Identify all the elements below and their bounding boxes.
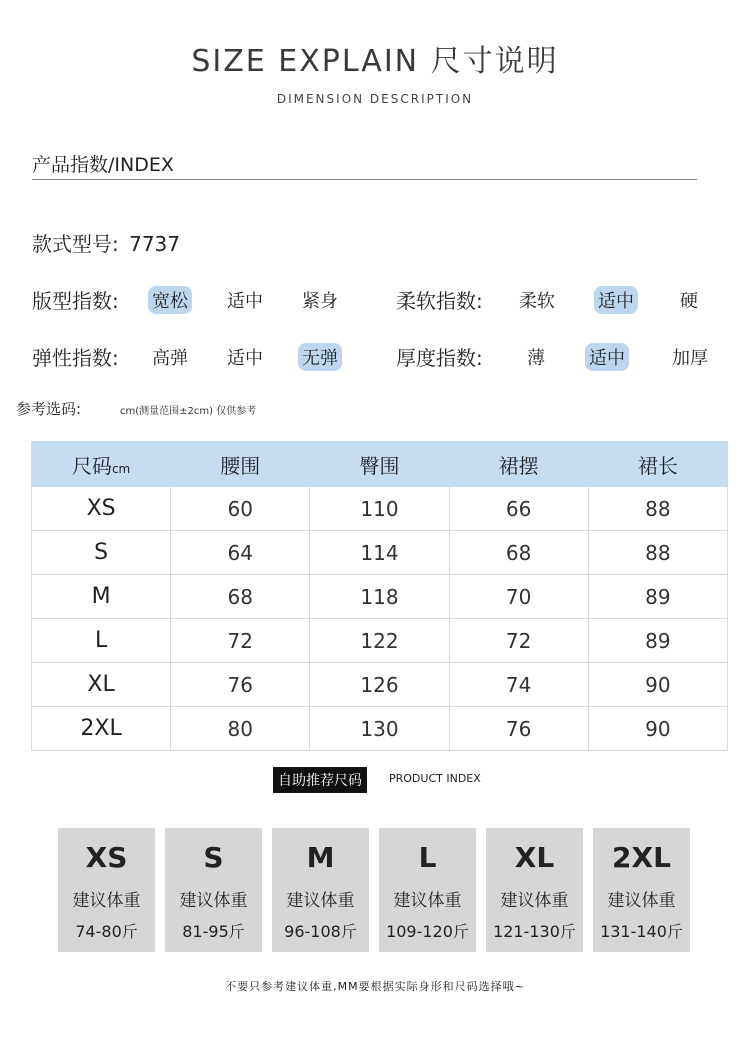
size-card-2xl: [593, 828, 690, 952]
size-card-m: [272, 828, 369, 952]
card-range: 74-80斤: [75, 922, 138, 941]
size-card-xl: [486, 828, 583, 952]
cell-size: XS: [32, 487, 171, 531]
cell-hem: 72: [449, 619, 588, 663]
table-row: [32, 531, 728, 575]
style-number-value: 7737: [129, 232, 181, 256]
thickness-option: 薄: [527, 348, 545, 369]
cell-hem: 76: [449, 707, 588, 751]
cell-waist: 60: [171, 487, 310, 531]
cell-hip: 110: [310, 487, 449, 531]
table-row: [32, 707, 728, 751]
fit-option: 适中: [227, 291, 263, 312]
table-row: [32, 619, 728, 663]
cell-hip: 126: [310, 663, 449, 707]
cell-waist: 68: [171, 575, 310, 619]
header-hem: 裙摆: [449, 442, 588, 487]
softness-option: 硬: [680, 291, 698, 312]
style-number: [32, 228, 180, 257]
cell-hip: 122: [310, 619, 449, 663]
cell-length: 88: [588, 487, 727, 531]
reference-label: 参考选码:: [16, 400, 82, 418]
size-table-header: [32, 442, 728, 487]
cell-hem: 70: [449, 575, 588, 619]
cell-hip: 114: [310, 531, 449, 575]
header-waist: 腰围: [171, 442, 310, 487]
cell-hem: 68: [449, 531, 588, 575]
table-row: [32, 487, 728, 531]
cell-hip: 130: [310, 707, 449, 751]
card-size: XL: [514, 841, 555, 874]
elasticity-index-label: 弹性指数:: [32, 346, 119, 370]
cell-size: M: [32, 575, 171, 619]
card-range: 81-95斤: [182, 922, 245, 941]
card-label: 建议体重: [179, 891, 248, 911]
cell-waist: 72: [171, 619, 310, 663]
cell-waist: 76: [171, 663, 310, 707]
elasticity-option: 高弹: [152, 348, 188, 369]
card-size: L: [418, 841, 437, 874]
cell-size: XL: [32, 663, 171, 707]
header-size-label: 尺码: [71, 453, 112, 478]
card-size: 2XL: [612, 841, 671, 874]
thickness-index-label: 厚度指数:: [396, 346, 483, 370]
cell-size: L: [32, 619, 171, 663]
header-size-unit: cm: [111, 461, 131, 476]
table-row: [32, 575, 728, 619]
cell-waist: 64: [171, 531, 310, 575]
cell-size: S: [32, 531, 171, 575]
cell-hem: 66: [449, 487, 588, 531]
footnote: 不要只参考建议体重,MM要根据实际身形和尺码选择哦~: [225, 980, 525, 993]
softness-option: 适中: [594, 286, 638, 314]
softness-index-label: 柔软指数:: [396, 289, 483, 313]
card-size: XS: [85, 841, 128, 874]
recommend-tag: 自助推荐尺码: [273, 767, 367, 793]
page-subtitle: DIMENSION DESCRIPTION: [276, 92, 474, 106]
card-range: 131-140斤: [600, 922, 683, 941]
cell-length: 88: [588, 531, 727, 575]
size-card-l: [379, 828, 476, 952]
index-heading: 产品指数/INDEX: [32, 154, 174, 176]
cell-length: 90: [588, 707, 727, 751]
card-size: S: [203, 841, 224, 874]
size-card-xs: [58, 828, 155, 952]
cell-hem: 74: [449, 663, 588, 707]
card-size: M: [306, 841, 335, 874]
card-label: 建议体重: [500, 891, 569, 911]
softness-option: 柔软: [519, 291, 555, 312]
fit-option: 宽松: [148, 286, 192, 314]
index-divider: [32, 179, 697, 180]
card-label: 建议体重: [607, 891, 676, 911]
card-label: 建议体重: [286, 891, 355, 911]
elasticity-option: 无弹: [298, 343, 342, 371]
header-hip: 臀围: [310, 442, 449, 487]
cell-length: 90: [588, 663, 727, 707]
card-label: 建议体重: [393, 891, 462, 911]
header-length: 裙长: [588, 442, 727, 487]
recommend-tag-en: PRODUCT INDEX: [389, 772, 481, 785]
cell-size: 2XL: [32, 707, 171, 751]
cell-hip: 118: [310, 575, 449, 619]
cell-waist: 80: [171, 707, 310, 751]
card-label: 建议体重: [72, 891, 141, 911]
reference-note: cm(测量范围±2cm) 仅供参考: [120, 406, 257, 417]
fit-index-label: 版型指数:: [32, 289, 119, 313]
header-size: [32, 442, 171, 487]
size-table: [31, 441, 728, 751]
cell-length: 89: [588, 619, 727, 663]
card-range: 96-108斤: [284, 922, 357, 941]
table-row: [32, 663, 728, 707]
style-number-label: 款式型号:: [32, 232, 119, 256]
elasticity-option: 适中: [227, 348, 263, 369]
page-title: SIZE EXPLAIN 尺寸说明: [191, 44, 559, 79]
cell-length: 89: [588, 575, 727, 619]
card-range: 109-120斤: [386, 922, 469, 941]
card-range: 121-130斤: [493, 922, 576, 941]
fit-option: 紧身: [302, 291, 338, 312]
size-card-s: [165, 828, 262, 952]
thickness-option: 适中: [585, 343, 629, 371]
thickness-option: 加厚: [672, 348, 708, 369]
